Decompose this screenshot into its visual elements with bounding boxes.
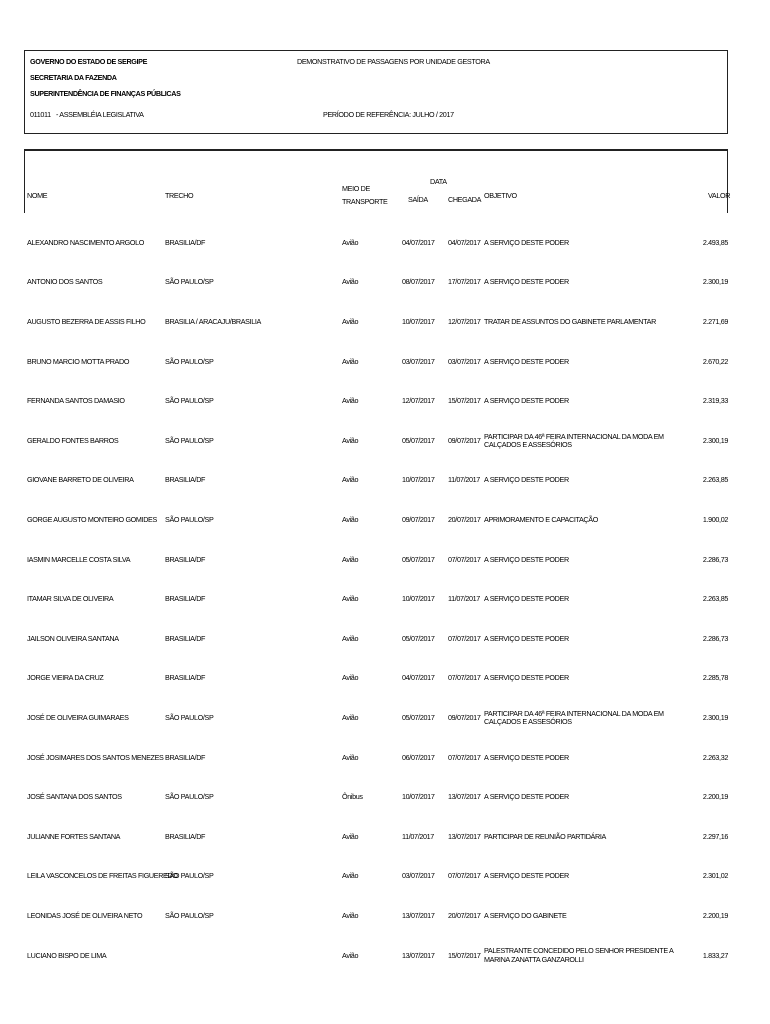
cell-objetivo: A SERVIÇO DESTE PODER bbox=[484, 237, 569, 247]
cell-meio-transporte: Avião bbox=[342, 435, 359, 445]
cell-valor: 1.900,02 bbox=[702, 514, 728, 524]
cell-nome: ANTONIO DOS SANTOS bbox=[27, 277, 103, 287]
cell-valor: 2.286,73 bbox=[702, 633, 728, 643]
cell-saida: 13/07/2017 bbox=[402, 910, 435, 920]
cell-trecho: BRASILIA/DF bbox=[165, 594, 206, 604]
table-row bbox=[0, 826, 770, 848]
column-saida: SAÍDA bbox=[408, 195, 428, 204]
cell-objetivo: A SERVIÇO DESTE PODER bbox=[484, 554, 569, 564]
cell-trecho: BRASILIA/DF bbox=[165, 673, 206, 683]
column-trecho: TRECHO bbox=[165, 191, 194, 200]
cell-chegada: 13/07/2017 bbox=[448, 792, 481, 802]
cell-objetivo: A SERVIÇO DESTE PODER bbox=[484, 752, 569, 762]
cell-saida: 05/07/2017 bbox=[402, 554, 435, 564]
cell-nome: ITAMAR SILVA DE OLIVEIRA bbox=[27, 594, 114, 604]
cell-chegada: 20/07/2017 bbox=[448, 514, 481, 524]
cell-chegada: 11/07/2017 bbox=[448, 475, 480, 485]
cell-valor: 1.833,27 bbox=[702, 950, 728, 960]
cell-meio-transporte: Avião bbox=[342, 356, 359, 366]
header-superintendence: SUPERINTENDÊNCIA DE FINANÇAS PÚBLICAS bbox=[30, 89, 181, 98]
table-row bbox=[0, 470, 770, 492]
cell-objetivo: PARTICIPAR DA 46ª FEIRA INTERNACIONAL DA MODA EM CALÇADOS E ASSESÓRIOS bbox=[484, 708, 664, 727]
cell-nome: FERNANDA SANTOS DAMASIO bbox=[27, 396, 125, 406]
cell-chegada: 07/07/2017 bbox=[448, 673, 481, 683]
cell-trecho: SÃO PAULO/SP bbox=[165, 396, 214, 406]
cell-valor: 2.285,78 bbox=[702, 673, 728, 683]
table-row bbox=[0, 588, 770, 610]
cell-nome: JAILSON OLIVEIRA SANTANA bbox=[27, 633, 119, 643]
cell-valor: 2.286,73 bbox=[702, 554, 728, 564]
cell-nome: AUGUSTO BEZERRA DE ASSIS FILHO bbox=[27, 316, 146, 326]
cell-saida: 08/07/2017 bbox=[402, 277, 435, 287]
table-row bbox=[0, 628, 770, 650]
table-row bbox=[0, 509, 770, 531]
cell-saida: 06/07/2017 bbox=[402, 752, 435, 762]
cell-meio-transporte: Avião bbox=[342, 633, 359, 643]
table-row bbox=[0, 390, 770, 412]
cell-valor: 2.263,85 bbox=[702, 475, 728, 485]
cell-objetivo: TRATAR DE ASSUNTOS DO GABINETE PARLAMENTAR bbox=[484, 316, 656, 326]
cell-nome: JULIANNE FORTES SANTANA bbox=[27, 831, 121, 841]
column-meio-line1: MEIO DE bbox=[342, 184, 370, 193]
cell-trecho: SÃO PAULO/SP bbox=[165, 435, 214, 445]
cell-trecho: SÃO PAULO/SP bbox=[165, 277, 214, 287]
cell-chegada: 12/07/2017 bbox=[448, 316, 481, 326]
cell-saida: 03/07/2017 bbox=[402, 871, 435, 881]
cell-meio-transporte: Ônibus bbox=[342, 792, 363, 802]
cell-nome: LEILA VASCONCELOS DE FREITAS FIGUEREDO bbox=[27, 871, 178, 881]
cell-nome: JOSÉ JOSIMARES DOS SANTOS MENEZES bbox=[27, 752, 164, 762]
header-government: GOVERNO DO ESTADO DE SERGIPE bbox=[30, 57, 148, 66]
cell-valor: 2.301,02 bbox=[702, 871, 728, 881]
cell-objetivo: A SERVIÇO DESTE PODER bbox=[484, 673, 569, 683]
table-row bbox=[0, 272, 770, 294]
cell-meio-transporte: Avião bbox=[342, 712, 359, 722]
cell-chegada: 07/07/2017 bbox=[448, 752, 481, 762]
cell-trecho: SÃO PAULO/SP bbox=[165, 514, 214, 524]
cell-saida: 10/07/2017 bbox=[402, 475, 435, 485]
cell-trecho: BRASILIA/DF bbox=[165, 237, 206, 247]
cell-valor: 2.493,85 bbox=[702, 237, 728, 247]
table-row bbox=[0, 232, 770, 254]
cell-nome: LEONIDAS JOSÉ DE OLIVEIRA NETO bbox=[27, 910, 143, 920]
cell-chegada: 07/07/2017 bbox=[448, 554, 481, 564]
table-row bbox=[0, 945, 770, 967]
cell-saida: 10/07/2017 bbox=[402, 316, 435, 326]
cell-meio-transporte: Avião bbox=[342, 910, 359, 920]
cell-objetivo: A SERVIÇO DESTE PODER bbox=[484, 277, 569, 287]
cell-trecho: BRASILIA/DF bbox=[165, 633, 206, 643]
cell-chegada: 03/07/2017 bbox=[448, 356, 481, 366]
cell-valor: 2.297,16 bbox=[702, 831, 728, 841]
cell-meio-transporte: Avião bbox=[342, 237, 359, 247]
column-objetivo: OBJETIVO bbox=[484, 191, 517, 200]
cell-trecho: SÃO PAULO/SP bbox=[165, 871, 214, 881]
cell-objetivo: A SERVIÇO DESTE PODER bbox=[484, 396, 569, 406]
cell-saida: 05/07/2017 bbox=[402, 435, 435, 445]
cell-trecho: BRASILIA/DF bbox=[165, 554, 206, 564]
cell-meio-transporte: Avião bbox=[342, 475, 359, 485]
cell-meio-transporte: Avião bbox=[342, 316, 359, 326]
cell-trecho: SÃO PAULO/SP bbox=[165, 712, 214, 722]
cell-chegada: 13/07/2017 bbox=[448, 831, 481, 841]
cell-saida: 10/07/2017 bbox=[402, 594, 435, 604]
cell-valor: 2.300,19 bbox=[702, 435, 728, 445]
cell-chegada: 17/07/2017 bbox=[448, 277, 481, 287]
cell-meio-transporte: Avião bbox=[342, 752, 359, 762]
cell-valor: 2.263,32 bbox=[702, 752, 728, 762]
cell-trecho: SÃO PAULO/SP bbox=[165, 792, 214, 802]
cell-valor: 2.200,19 bbox=[702, 910, 728, 920]
table-row bbox=[0, 430, 770, 452]
column-data: DATA bbox=[430, 177, 447, 186]
cell-meio-transporte: Avião bbox=[342, 554, 359, 564]
cell-objetivo: A SERVIÇO DESTE PODER bbox=[484, 633, 569, 643]
table-row bbox=[0, 866, 770, 888]
cell-nome: GERALDO FONTES BARROS bbox=[27, 435, 119, 445]
table-row bbox=[0, 786, 770, 808]
cell-valor: 2.200,19 bbox=[702, 792, 728, 802]
header-secretariat: SECRETARIA DA FAZENDA bbox=[30, 73, 117, 82]
cell-meio-transporte: Avião bbox=[342, 831, 359, 841]
table-row bbox=[0, 905, 770, 927]
cell-chegada: 09/07/2017 bbox=[448, 712, 481, 722]
cell-nome: GORGE AUGUSTO MONTEIRO GOMIDES bbox=[27, 514, 157, 524]
cell-valor: 2.300,19 bbox=[702, 712, 728, 722]
cell-saida: 05/07/2017 bbox=[402, 712, 435, 722]
cell-objetivo: PARTICIPAR DA 46ª FEIRA INTERNACIONAL DA MODA EM CALÇADOS E ASSESÓRIOS bbox=[484, 431, 664, 449]
cell-meio-transporte: Avião bbox=[342, 594, 359, 604]
table-row bbox=[0, 747, 770, 769]
cell-valor: 2.271,69 bbox=[702, 316, 728, 326]
cell-nome: IASMIN MARCELLE COSTA SILVA bbox=[27, 554, 131, 564]
table-row bbox=[0, 311, 770, 333]
cell-chegada: 15/07/2017 bbox=[448, 396, 481, 406]
cell-nome: JOSÉ SANTANA DOS SANTOS bbox=[27, 792, 122, 802]
cell-saida: 10/07/2017 bbox=[402, 792, 435, 802]
cell-meio-transporte: Avião bbox=[342, 514, 359, 524]
cell-saida: 04/07/2017 bbox=[402, 237, 435, 247]
cell-valor: 2.300,19 bbox=[702, 277, 728, 287]
cell-objetivo: A SERVIÇO DESTE PODER bbox=[484, 871, 569, 881]
column-valor: VALOR bbox=[708, 191, 731, 200]
header-unit-name: - ASSEMBLÉIA LEGISLATIVA bbox=[56, 110, 144, 119]
cell-nome: ALEXANDRO NASCIMENTO ARGOLO bbox=[27, 237, 145, 247]
cell-saida: 03/07/2017 bbox=[402, 356, 435, 366]
report-title: DEMONSTRATIVO DE PASSAGENS POR UNIDADE GESTORA bbox=[297, 57, 490, 66]
cell-valor: 2.319,33 bbox=[702, 396, 728, 406]
report-period: PERÍODO DE REFERÊNCIA: JULHO / 2017 bbox=[323, 110, 454, 119]
cell-saida: 13/07/2017 bbox=[402, 950, 435, 960]
cell-chegada: 20/07/2017 bbox=[448, 910, 481, 920]
cell-saida: 05/07/2017 bbox=[402, 633, 435, 643]
cell-nome: JOSÉ DE OLIVEIRA GUIMARAES bbox=[27, 712, 129, 722]
cell-chegada: 11/07/2017 bbox=[448, 594, 480, 604]
cell-trecho: SÃO PAULO/SP bbox=[165, 356, 214, 366]
header-unit-code: 011011 bbox=[30, 110, 51, 119]
cell-meio-transporte: Avião bbox=[342, 396, 359, 406]
cell-chegada: 09/07/2017 bbox=[448, 435, 481, 445]
cell-valor: 2.263,85 bbox=[702, 594, 728, 604]
cell-saida: 09/07/2017 bbox=[402, 514, 435, 524]
cell-objetivo: A SERVIÇO DESTE PODER bbox=[484, 356, 569, 366]
table-row bbox=[0, 707, 770, 729]
cell-meio-transporte: Avião bbox=[342, 673, 359, 683]
cell-nome: LUCIANO BISPO DE LIMA bbox=[27, 950, 107, 960]
cell-trecho: SÃO PAULO/SP bbox=[165, 910, 214, 920]
table-row bbox=[0, 549, 770, 571]
cell-saida: 04/07/2017 bbox=[402, 673, 435, 683]
cell-nome: GIOVANE BARRETO DE OLIVEIRA bbox=[27, 475, 134, 485]
cell-saida: 12/07/2017 bbox=[402, 396, 435, 406]
cell-trecho: BRASILIA/DF bbox=[165, 831, 206, 841]
cell-trecho: BRASILIA/DF bbox=[165, 752, 206, 762]
cell-chegada: 04/07/2017 bbox=[448, 237, 481, 247]
cell-trecho bbox=[165, 945, 335, 967]
cell-trecho: BRASILIA/DF bbox=[165, 475, 206, 485]
column-meio-line2: TRANSPORTE bbox=[342, 197, 388, 206]
cell-objetivo: PALESTRANTE CONCEDIDO PELO SENHOR PRESIDENTE A MARINA ZANATTA GANZAROLLI bbox=[484, 946, 674, 964]
cell-nome: BRUNO MARCIO MOTTA PRADO bbox=[27, 356, 130, 366]
cell-chegada: 15/07/2017 bbox=[448, 950, 481, 960]
cell-objetivo: A SERVIÇO DESTE PODER bbox=[484, 594, 569, 604]
cell-objetivo: A SERVIÇO DESTE PODER bbox=[484, 475, 569, 485]
cell-chegada: 07/07/2017 bbox=[448, 633, 481, 643]
cell-trecho: BRASILIA / ARACAJU/BRASILIA bbox=[165, 316, 262, 326]
column-nome: NOME bbox=[27, 191, 48, 200]
cell-saida: 11/07/2017 bbox=[402, 831, 434, 841]
cell-objetivo: A SERVIÇO DESTE PODER bbox=[484, 792, 569, 802]
cell-objetivo: APRIMORAMENTO E CAPACITAÇÃO bbox=[484, 514, 598, 524]
cell-nome: JORGE VIEIRA DA CRUZ bbox=[27, 673, 104, 683]
cell-meio-transporte: Avião bbox=[342, 950, 359, 960]
table-row bbox=[0, 668, 770, 690]
cell-meio-transporte: Avião bbox=[342, 871, 359, 881]
cell-objetivo: PARTICIPAR DE REUNIÃO PARTIDÁRIA bbox=[484, 831, 606, 841]
table-row bbox=[0, 351, 770, 373]
column-chegada: CHEGADA bbox=[448, 195, 482, 204]
cell-meio-transporte: Avião bbox=[342, 277, 359, 287]
cell-objetivo: A SERVIÇO DO GABINETE bbox=[484, 910, 567, 920]
cell-chegada: 07/07/2017 bbox=[448, 871, 481, 881]
cell-valor: 2.670,22 bbox=[702, 356, 728, 366]
